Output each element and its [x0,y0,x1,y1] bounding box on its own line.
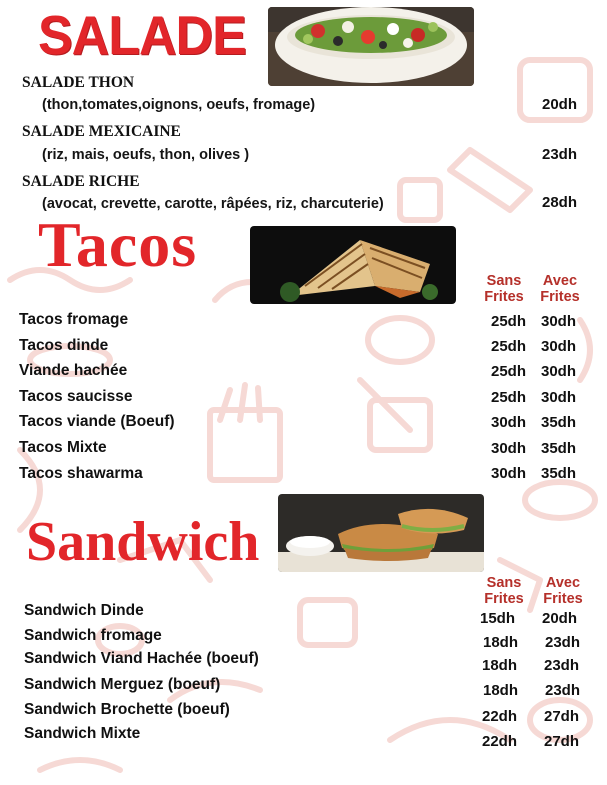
sandwich-title: Sandwich [26,511,260,573]
col-head-line1: Sans [486,575,522,591]
tacos-price-sans: 25dh [491,363,527,380]
grilled-tacos-photo [250,226,456,304]
tacos-item-name: Tacos Mixte [19,439,107,456]
col-head-line1: Sans [486,273,522,289]
tacos-price-sans: 30dh [491,440,527,457]
sandwich-item-name: Sandwich Merguez (boeuf) [24,676,221,693]
tacos-item-name: Tacos fromage [19,311,129,328]
salade-item-name: SALADE MEXICAINE [22,123,181,140]
tacos-col-avec-frites [531,273,589,305]
salade-item-price: 28dh [542,194,578,211]
salade-title: SALADE [38,5,246,67]
sandwich-item-name: Sandwich Brochette (boeuf) [24,701,230,718]
tacos-price-avec: 35dh [541,440,577,457]
tacos-price-sans: 30dh [491,465,527,482]
sandwich-price-avec: 23dh [545,682,581,699]
col-head-line2: Frites [543,591,583,607]
sandwich-price-avec: 20dh [542,610,578,627]
baguette-sandwich-photo [278,494,484,572]
tacos-col-sans-frites [475,273,533,305]
tacos-price-sans: 25dh [491,338,527,355]
salade-item-price: 20dh [542,96,578,113]
tacos-price-sans: 25dh [491,389,527,406]
sandwich-price-sans: 18dh [483,682,519,699]
tacos-price-avec: 35dh [541,465,577,482]
salade-item-desc: (riz, mais, oeufs, thon, olives ) [42,147,250,163]
sandwich-item-name: Sandwich Mixte [24,725,141,742]
sandwich-price-avec: 23dh [544,657,580,674]
tacos-item-name: Viande hachée [19,362,128,379]
tacos-price-avec: 30dh [541,338,577,355]
sandwich-price-sans: 15dh [480,610,516,627]
sandwich-price-sans: 22dh [482,708,518,725]
col-head-line2: Frites [484,591,524,607]
tacos-item-name: Tacos viande (Boeuf) [19,413,175,430]
salad-bowl-icon [268,7,474,86]
tacos-title: Tacos [38,209,198,280]
salade-item-desc: (thon,tomates,oignons, oeufs, fromage) [42,97,316,113]
salade-item-price: 23dh [542,146,578,163]
tacos-item-name: Tacos dinde [19,337,109,354]
sandwich-price-avec: 23dh [545,634,581,651]
salad-bowl-photo [268,7,474,86]
tacos-price-avec: 30dh [541,389,577,406]
sandwich-icon [278,494,484,572]
sandwich-price-sans: 18dh [483,634,519,651]
sandwich-price-avec: 27dh [544,733,580,750]
tacos-price-sans: 30dh [491,414,527,431]
col-head-line1: Avec [542,273,578,289]
tacos-price-avec: 30dh [541,363,577,380]
col-head-line2: Frites [484,289,524,305]
salade-item-desc: (avocat, crevette, carotte, râpées, riz, charcuterie) [42,196,384,212]
col-head-line1: Avec [545,575,581,591]
sandwich-col-sans-frites [475,575,533,607]
sandwich-price-sans: 18dh [482,657,518,674]
salade-item-name: SALADE RICHE [22,173,140,190]
tacos-price-avec: 30dh [541,313,577,330]
sandwich-col-avec-frites [534,575,592,607]
tacos-item-name: Tacos shawarma [19,465,143,482]
col-head-line2: Frites [540,289,580,305]
salade-item-name: SALADE THON [22,74,135,91]
tacos-item-name: Tacos saucisse [19,388,133,405]
tacos-price-sans: 25dh [491,313,527,330]
sandwich-item-name: Sandwich Dinde [24,602,144,619]
sandwich-item-name: Sandwich fromage [24,627,162,644]
tacos-price-avec: 35dh [541,414,577,431]
sandwich-price-avec: 27dh [544,708,580,725]
sandwich-item-name: Sandwich Viand Hachée (boeuf) [24,650,259,667]
sandwich-price-sans: 22dh [482,733,518,750]
tacos-icon [250,226,456,304]
